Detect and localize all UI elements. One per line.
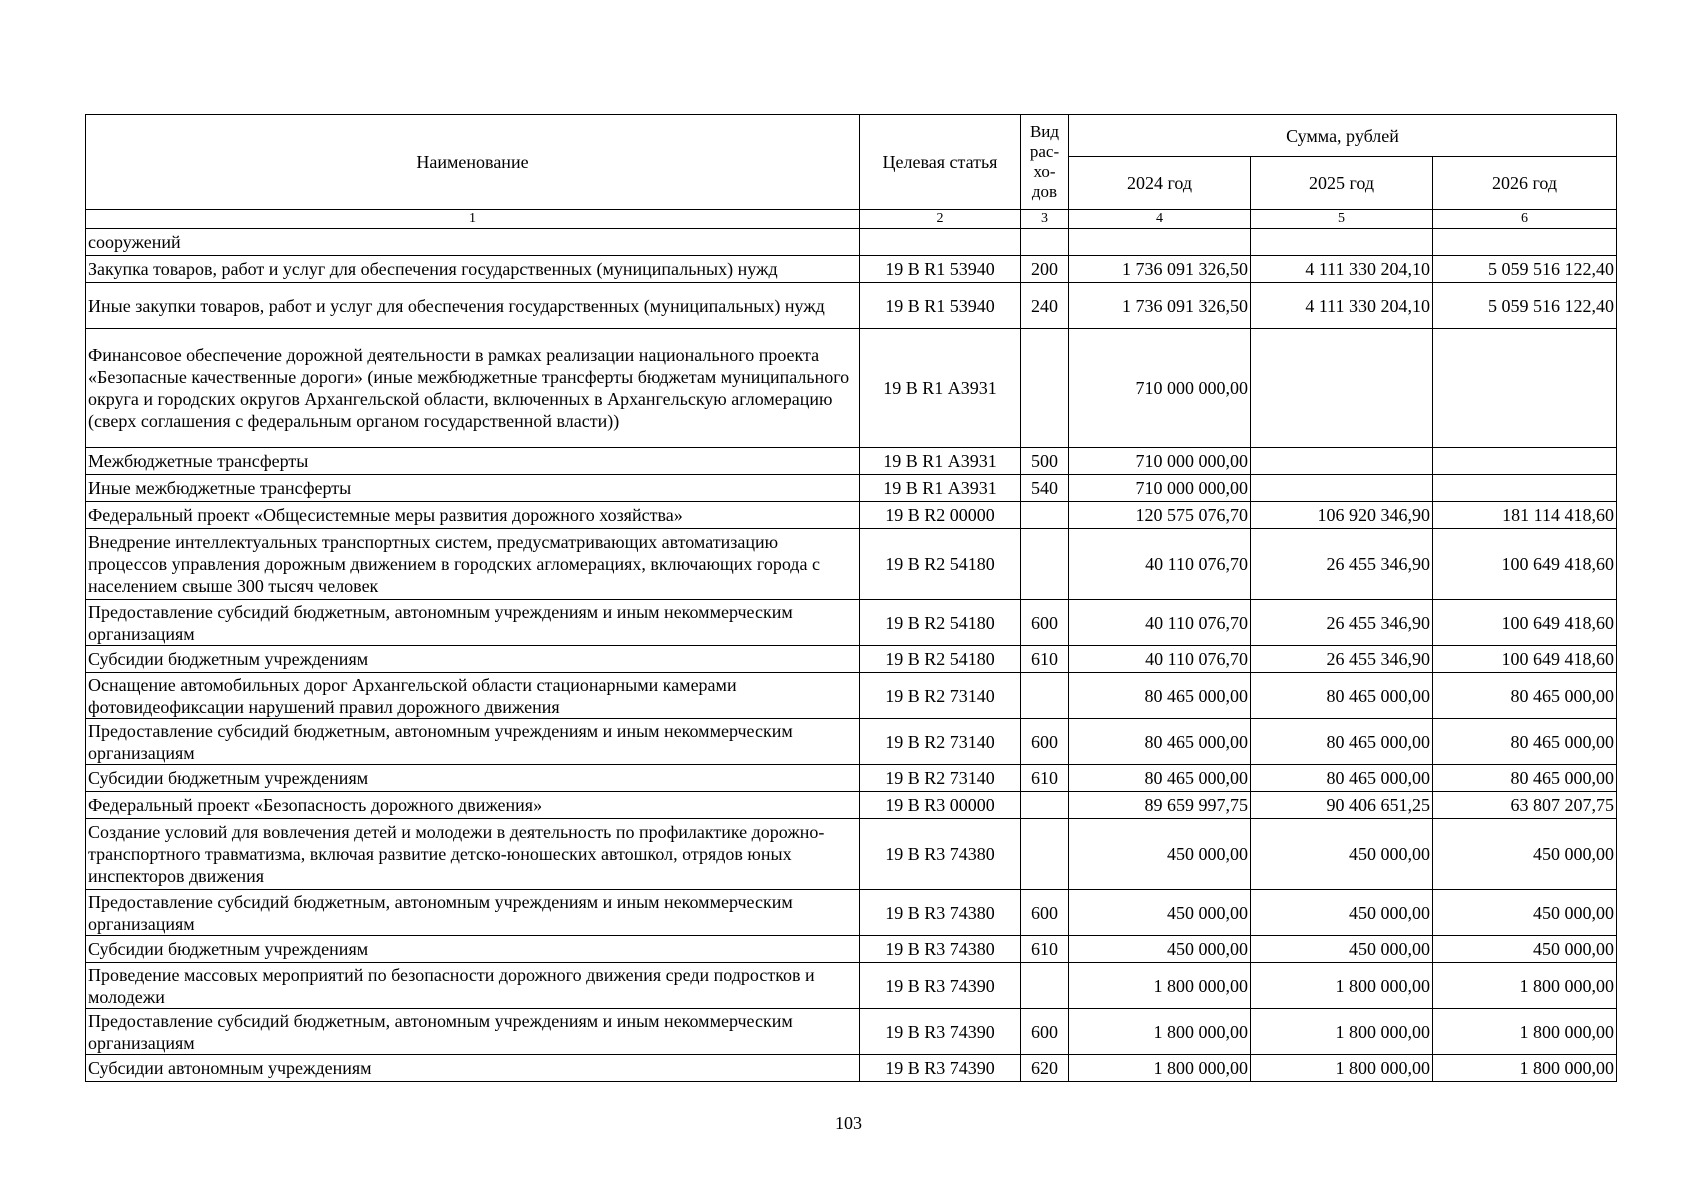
table-row — [86, 1009, 1617, 1055]
row-amount-2024: 120 575 076,70 — [1069, 502, 1251, 529]
row-name: Проведение массовых мероприятий по безопасности дорожного движения среди подростков и молодежи — [86, 963, 860, 1009]
header-year-2025: 2025 год — [1251, 157, 1433, 210]
row-target-article: 19 В R2 54180 — [860, 600, 1021, 646]
row-amount-2025: 1 800 000,00 — [1251, 1055, 1433, 1082]
table-row — [86, 936, 1617, 963]
row-amount-2026 — [1433, 229, 1617, 256]
table-row — [86, 673, 1617, 719]
row-amount-2025: 90 406 651,25 — [1251, 792, 1433, 819]
row-expense-type: 500 — [1021, 448, 1069, 475]
row-name: Предоставление субсидий бюджетным, автономным учреждениям и иным некоммерческим организациям — [86, 890, 860, 936]
row-target-article: 19 В R3 74380 — [860, 890, 1021, 936]
row-target-article: 19 В R1 А3931 — [860, 448, 1021, 475]
row-expense-type: 600 — [1021, 719, 1069, 765]
table-row — [86, 890, 1617, 936]
row-amount-2024: 40 110 076,70 — [1069, 529, 1251, 600]
row-amount-2026: 450 000,00 — [1433, 890, 1617, 936]
row-amount-2026 — [1433, 475, 1617, 502]
row-target-article: 19 В R3 74380 — [860, 819, 1021, 890]
row-amount-2025: 1 800 000,00 — [1251, 963, 1433, 1009]
row-name: Федеральный проект «Общесистемные меры развития дорожного хозяйства» — [86, 502, 860, 529]
row-name: Субсидии автономным учреждениям — [86, 1055, 860, 1082]
row-name: Предоставление субсидий бюджетным, автономным учреждениям и иным некоммерческим организациям — [86, 600, 860, 646]
row-amount-2026: 80 465 000,00 — [1433, 719, 1617, 765]
row-amount-2026: 100 649 418,60 — [1433, 646, 1617, 673]
table-row — [86, 646, 1617, 673]
row-expense-type: 240 — [1021, 283, 1069, 329]
row-expense-type: 600 — [1021, 1009, 1069, 1055]
row-target-article: 19 В R2 73140 — [860, 673, 1021, 719]
row-target-article: 19 В R2 00000 — [860, 502, 1021, 529]
row-amount-2025: 106 920 346,90 — [1251, 502, 1433, 529]
column-number: 6 — [1433, 210, 1617, 229]
row-amount-2025: 450 000,00 — [1251, 819, 1433, 890]
table-row — [86, 229, 1617, 256]
row-amount-2024: 450 000,00 — [1069, 936, 1251, 963]
table-row — [86, 819, 1617, 890]
row-amount-2024: 80 465 000,00 — [1069, 765, 1251, 792]
table-row — [86, 719, 1617, 765]
row-amount-2025: 26 455 346,90 — [1251, 529, 1433, 600]
row-amount-2024: 710 000 000,00 — [1069, 448, 1251, 475]
row-amount-2026: 80 465 000,00 — [1433, 765, 1617, 792]
row-expense-type — [1021, 502, 1069, 529]
row-amount-2024: 710 000 000,00 — [1069, 329, 1251, 448]
table-row — [86, 283, 1617, 329]
row-amount-2025: 450 000,00 — [1251, 890, 1433, 936]
row-target-article — [860, 229, 1021, 256]
row-amount-2024: 89 659 997,75 — [1069, 792, 1251, 819]
table-row — [86, 448, 1617, 475]
row-name: Иные межбюджетные трансферты — [86, 475, 860, 502]
row-target-article: 19 В R3 00000 — [860, 792, 1021, 819]
row-amount-2026: 80 465 000,00 — [1433, 673, 1617, 719]
row-target-article: 19 В R3 74390 — [860, 1009, 1021, 1055]
row-target-article: 19 В R1 53940 — [860, 283, 1021, 329]
row-name: Создание условий для вовлечения детей и молодежи в деятельность по профилактике дорожно-транспортного травматизма, включая развитие детско-юношеских автошкол, отрядов юных инспекторов движения — [86, 819, 860, 890]
row-amount-2024: 80 465 000,00 — [1069, 719, 1251, 765]
header-target-article: Целевая статья — [860, 115, 1021, 210]
row-amount-2026: 181 114 418,60 — [1433, 502, 1617, 529]
table-row — [86, 963, 1617, 1009]
table-row — [86, 1055, 1617, 1082]
table-body — [86, 229, 1617, 1082]
row-amount-2026: 5 059 516 122,40 — [1433, 283, 1617, 329]
header-expense-type: Вид рас-хо-дов — [1021, 115, 1069, 210]
row-amount-2024 — [1069, 229, 1251, 256]
row-amount-2025: 80 465 000,00 — [1251, 673, 1433, 719]
row-target-article: 19 В R2 54180 — [860, 646, 1021, 673]
row-target-article: 19 В R1 А3931 — [860, 329, 1021, 448]
row-amount-2026: 450 000,00 — [1433, 819, 1617, 890]
row-name: Субсидии бюджетным учреждениям — [86, 646, 860, 673]
table-row — [86, 600, 1617, 646]
row-amount-2025: 26 455 346,90 — [1251, 600, 1433, 646]
row-amount-2026 — [1433, 448, 1617, 475]
row-amount-2024: 1 736 091 326,50 — [1069, 256, 1251, 283]
row-target-article: 19 В R3 74390 — [860, 963, 1021, 1009]
row-amount-2026: 5 059 516 122,40 — [1433, 256, 1617, 283]
row-name: Субсидии бюджетным учреждениям — [86, 765, 860, 792]
row-expense-type — [1021, 819, 1069, 890]
row-amount-2024: 40 110 076,70 — [1069, 646, 1251, 673]
row-amount-2026: 63 807 207,75 — [1433, 792, 1617, 819]
row-expense-type — [1021, 529, 1069, 600]
row-expense-type — [1021, 673, 1069, 719]
column-number: 2 — [860, 210, 1021, 229]
row-expense-type: 600 — [1021, 600, 1069, 646]
row-amount-2026: 1 800 000,00 — [1433, 1055, 1617, 1082]
column-number: 4 — [1069, 210, 1251, 229]
header-sum: Сумма, рублей — [1069, 115, 1617, 157]
row-amount-2024: 1 800 000,00 — [1069, 1055, 1251, 1082]
row-amount-2026: 1 800 000,00 — [1433, 1009, 1617, 1055]
row-amount-2025: 80 465 000,00 — [1251, 765, 1433, 792]
header-year-2026: 2026 год — [1433, 157, 1617, 210]
row-expense-type — [1021, 229, 1069, 256]
row-amount-2025: 80 465 000,00 — [1251, 719, 1433, 765]
table-row — [86, 765, 1617, 792]
row-name: Оснащение автомобильных дорог Архангельской области стационарными камерами фотовидеофиксации нарушений правил дорожного движения — [86, 673, 860, 719]
row-amount-2026: 1 800 000,00 — [1433, 963, 1617, 1009]
header-year-2024: 2024 год — [1069, 157, 1251, 210]
row-name: Иные закупки товаров, работ и услуг для обеспечения государственных (муниципальных) нужд — [86, 283, 860, 329]
row-amount-2025: 4 111 330 204,10 — [1251, 256, 1433, 283]
table-row — [86, 502, 1617, 529]
row-expense-type: 600 — [1021, 890, 1069, 936]
row-expense-type: 200 — [1021, 256, 1069, 283]
row-amount-2026: 450 000,00 — [1433, 936, 1617, 963]
row-amount-2024: 450 000,00 — [1069, 890, 1251, 936]
table-row — [86, 475, 1617, 502]
row-target-article: 19 В R3 74390 — [860, 1055, 1021, 1082]
row-name: Межбюджетные трансферты — [86, 448, 860, 475]
row-target-article: 19 В R1 А3931 — [860, 475, 1021, 502]
row-target-article: 19 В R3 74380 — [860, 936, 1021, 963]
table-row — [86, 529, 1617, 600]
row-expense-type: 610 — [1021, 936, 1069, 963]
column-number: 5 — [1251, 210, 1433, 229]
row-amount-2024: 1 736 091 326,50 — [1069, 283, 1251, 329]
row-expense-type — [1021, 792, 1069, 819]
table-row — [86, 329, 1617, 448]
row-amount-2025 — [1251, 475, 1433, 502]
row-amount-2025 — [1251, 329, 1433, 448]
row-amount-2026: 100 649 418,60 — [1433, 529, 1617, 600]
table-row — [86, 256, 1617, 283]
row-amount-2024: 1 800 000,00 — [1069, 963, 1251, 1009]
page-number: 103 — [835, 1113, 862, 1133]
row-name: Финансовое обеспечение дорожной деятельности в рамках реализации национального проекта «Безопасные качественные дороги» (иные межбюджетные трансферты бюджетам муниципального округа и городских округов Архангельской области, включенных в Архангельскую агломерацию (сверх соглашения с федеральным органом государственной власти)) — [86, 329, 860, 448]
row-name: Предоставление субсидий бюджетным, автономным учреждениям и иным некоммерческим организациям — [86, 1009, 860, 1055]
row-amount-2024: 710 000 000,00 — [1069, 475, 1251, 502]
column-number: 3 — [1021, 210, 1069, 229]
row-amount-2025: 4 111 330 204,10 — [1251, 283, 1433, 329]
row-amount-2025 — [1251, 229, 1433, 256]
row-name: Федеральный проект «Безопасность дорожного движения» — [86, 792, 860, 819]
row-amount-2024: 40 110 076,70 — [1069, 600, 1251, 646]
row-target-article: 19 В R2 73140 — [860, 719, 1021, 765]
row-amount-2025: 450 000,00 — [1251, 936, 1433, 963]
row-name: сооружений — [86, 229, 860, 256]
row-expense-type: 620 — [1021, 1055, 1069, 1082]
row-expense-type — [1021, 963, 1069, 1009]
row-amount-2026: 100 649 418,60 — [1433, 600, 1617, 646]
column-number: 1 — [86, 210, 860, 229]
row-amount-2025: 26 455 346,90 — [1251, 646, 1433, 673]
row-name: Закупка товаров, работ и услуг для обеспечения государственных (муниципальных) нужд — [86, 256, 860, 283]
row-expense-type — [1021, 329, 1069, 448]
column-number-row — [86, 210, 1617, 229]
row-expense-type: 610 — [1021, 646, 1069, 673]
row-expense-type: 610 — [1021, 765, 1069, 792]
row-target-article: 19 В R2 54180 — [860, 529, 1021, 600]
row-expense-type: 540 — [1021, 475, 1069, 502]
row-target-article: 19 В R1 53940 — [860, 256, 1021, 283]
header-name: Наименование — [86, 115, 860, 210]
table-row — [86, 792, 1617, 819]
row-amount-2025: 1 800 000,00 — [1251, 1009, 1433, 1055]
budget-table — [85, 114, 1617, 1082]
row-target-article: 19 В R2 73140 — [860, 765, 1021, 792]
row-amount-2024: 1 800 000,00 — [1069, 1009, 1251, 1055]
row-amount-2024: 450 000,00 — [1069, 819, 1251, 890]
row-name: Предоставление субсидий бюджетным, автономным учреждениям и иным некоммерческим организациям — [86, 719, 860, 765]
row-amount-2026 — [1433, 329, 1617, 448]
row-name: Внедрение интеллектуальных транспортных систем, предусматривающих автоматизацию процессов управления дорожным движением в городских агломерациях, включающих города с населением свыше 300 тысяч человек — [86, 529, 860, 600]
row-amount-2024: 80 465 000,00 — [1069, 673, 1251, 719]
row-amount-2025 — [1251, 448, 1433, 475]
row-name: Субсидии бюджетным учреждениям — [86, 936, 860, 963]
